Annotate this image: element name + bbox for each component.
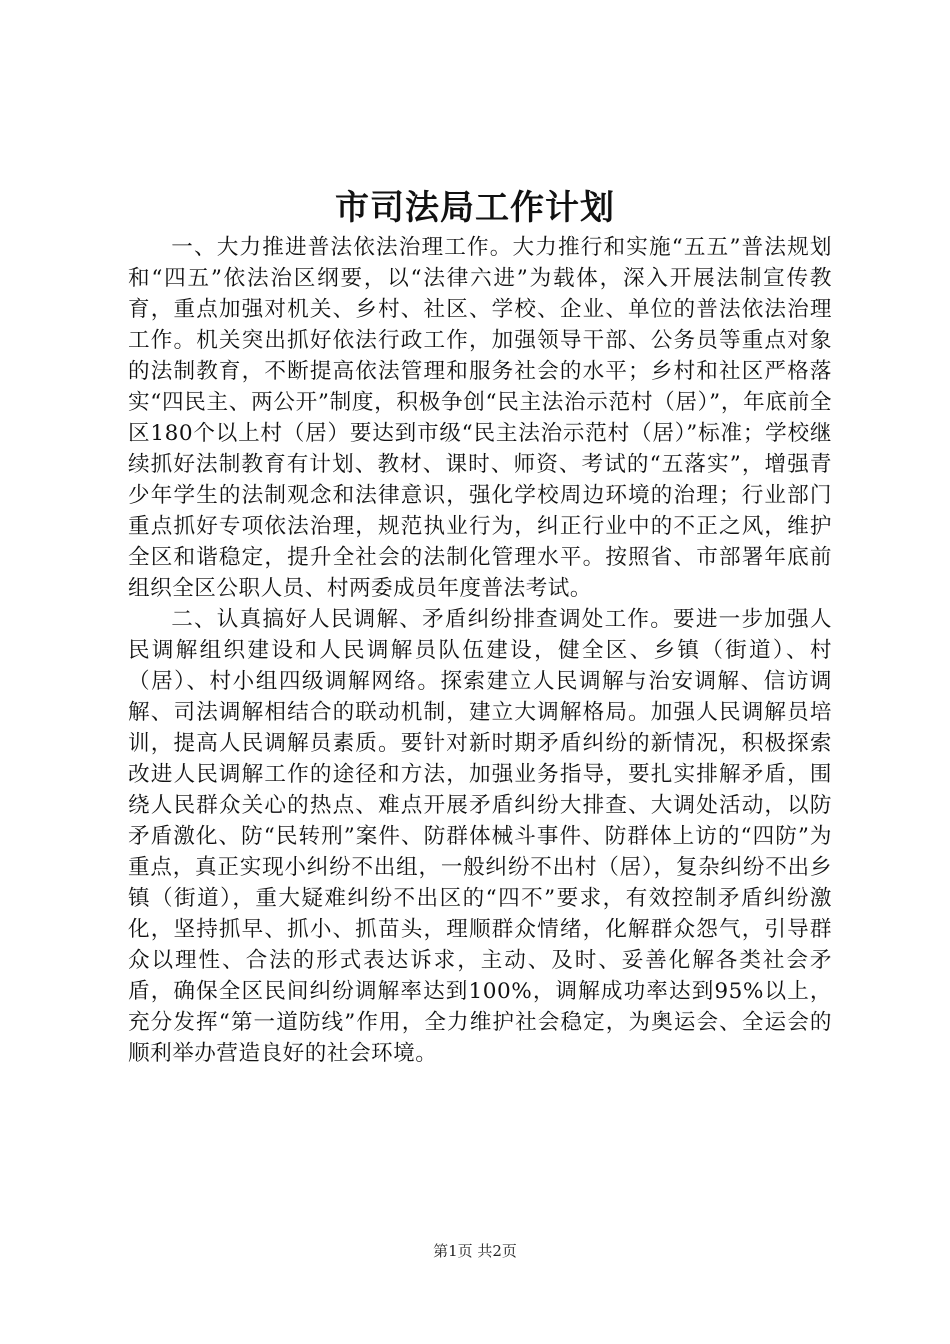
page-footer: 第1页 共2页 (433, 1242, 517, 1260)
document-body (128, 232, 832, 1069)
paragraph-2: 二、认真搞好人民调解、矛盾纠纷排查调处工作。要进一步加强人民调解组织建设和人民调解员队伍建设，健全区、乡镇（街道）、村（居）、村小组四级调解网络。探索建立人民调解与治安调解、信访调解、司法调解相结合的联动机制，建立大调解格局。加强人民调解员培训，提高人民调解员素质。要针对新时期矛盾纠纷的新情况，积极探索改进人民调解工作的途径和方法，加强业务指导，要扎实排解矛盾，围绕人民群众关心的热点、难点开展矛盾纠纷大排查、大调处活动，以防矛盾激化、防“民转刑”案件、防群体械斗事件、防群体上访的“四防”为重点，真正实现小纠纷不出组，一般纠纷不出村（居），复杂纠纷不出乡镇（街道），重大疑难纠纷不出区的“四不”要求，有效控制矛盾纠纷激化，坚持抓早、抓小、抓苗头，理顺群众情绪，化解群众怨气，引导群众以理性、合法的形式表达诉求，主动、及时、妥善化解各类社会矛盾，确保全区民间纠纷调解率达到100%，调解成功率达到95%以上，充分发挥“第一道防线”作用，全力维护社会稳定，为奥运会、全运会的顺利举办营造良好的社会环境。 (128, 607, 832, 1066)
paragraph-1: 一、大力推进普法依法治理工作。大力推行和实施“五五”普法规划和“四五”依法治区纲要，以“法律六进”为载体，深入开展法制宣传教育，重点加强对机关、乡村、社区、学校、企业、单位的普法依法治理工作。机关突出抓好依法行政工作，加强领导干部、公务员等重点对象的法制教育，不断提高依法管理和服务社会的水平；乡村和社区严格落实“四民主、两公开”制度，积极争创“民主法治示范村（居）”，年底前全区180个以上村（居）要达到市级“民主法治示范村（居）”标准；学校继续抓好法制教育有计划、教材、课时、师资、考试的“五落实”，增强青少年学生的法制观念和法律意识，强化学校周边环境的治理；行业部门重点抓好专项依法治理，规范执业行为，纠正行业中的不正之风，维护全区和谐稳定，提升全社会的法制化管理水平。按照省、市部署年底前组织全区公职人员、村两委成员年度普法考试。 (128, 235, 832, 601)
page-title: 市司法局工作计划 (335, 188, 615, 228)
